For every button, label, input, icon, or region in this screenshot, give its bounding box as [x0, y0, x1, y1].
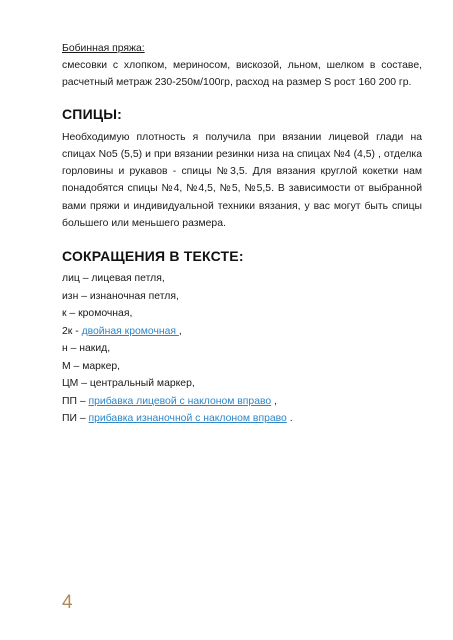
knit-increase-right-link[interactable]: прибавка лицевой с наклоном вправо — [88, 395, 272, 407]
abbreviation-text: лиц – лицевая петля, — [62, 273, 165, 285]
abbreviation-item — [62, 358, 422, 376]
abbreviation-item — [62, 288, 422, 306]
purl-increase-right-link[interactable]: прибавка изнаночной с наклоном вправо — [88, 413, 287, 425]
double-edge-link[interactable]: двойная кромочная — [81, 325, 179, 337]
abbreviation-suffix: . — [286, 413, 293, 425]
abbreviation-suffix: , — [178, 325, 182, 337]
yarn-section — [62, 40, 422, 92]
abbreviation-text: к – кромочная, — [62, 308, 133, 320]
needles-paragraph: Необходимую плотность я получила при вязании лицевой глади на спицах No5 (5,5) и при вязании резинки низа на спицах №4 (4,5) , отделка горловины и рукавов - спицы №3,5. Для вязания круглой кокетки нам понадобятся спицы №4, №4,5, №5, №5,5. В зависимости от выбранной вами пряжи и индивидуальной техники вязания, у вас могут быть спицы большего или меньшего размера. — [62, 131, 422, 229]
abbreviation-item — [62, 393, 422, 411]
abbreviation-text: М – маркер, — [62, 360, 121, 372]
abbreviation-item — [62, 340, 422, 358]
yarn-subheading: Бобинная пряжа: — [62, 43, 145, 54]
abbreviation-text: ПИ – — [62, 413, 89, 425]
abbreviation-text: ПП – — [62, 395, 89, 407]
abbreviation-item — [62, 270, 422, 288]
abbreviation-text: н – накид, — [62, 343, 111, 355]
abbreviation-item — [62, 305, 422, 323]
abbreviation-item — [62, 375, 422, 393]
abbreviation-item — [62, 323, 422, 341]
abbreviation-text: ЦМ – центральный маркер, — [62, 378, 195, 390]
yarn-paragraph: смесовки с хлопком, мериносом, вискозой, льном, шелком в составе, расчетный метраж 230-250м/100гр, расход на размер S рост 160 200 гр. — [62, 60, 422, 89]
abbreviations-section — [62, 248, 422, 428]
page-number: 4 — [62, 592, 73, 613]
abbreviations-heading: СОКРАЩЕНИЯ В ТЕКСТЕ: — [62, 248, 244, 265]
abbreviation-text: 2к - — [62, 325, 82, 337]
needles-section — [62, 106, 422, 232]
abbreviation-text: изн – изнаночная петля, — [62, 290, 179, 302]
page-content — [62, 40, 422, 428]
needles-heading: СПИЦЫ: — [62, 105, 123, 122]
abbreviation-suffix: , — [271, 395, 277, 407]
abbreviation-item — [62, 410, 422, 428]
